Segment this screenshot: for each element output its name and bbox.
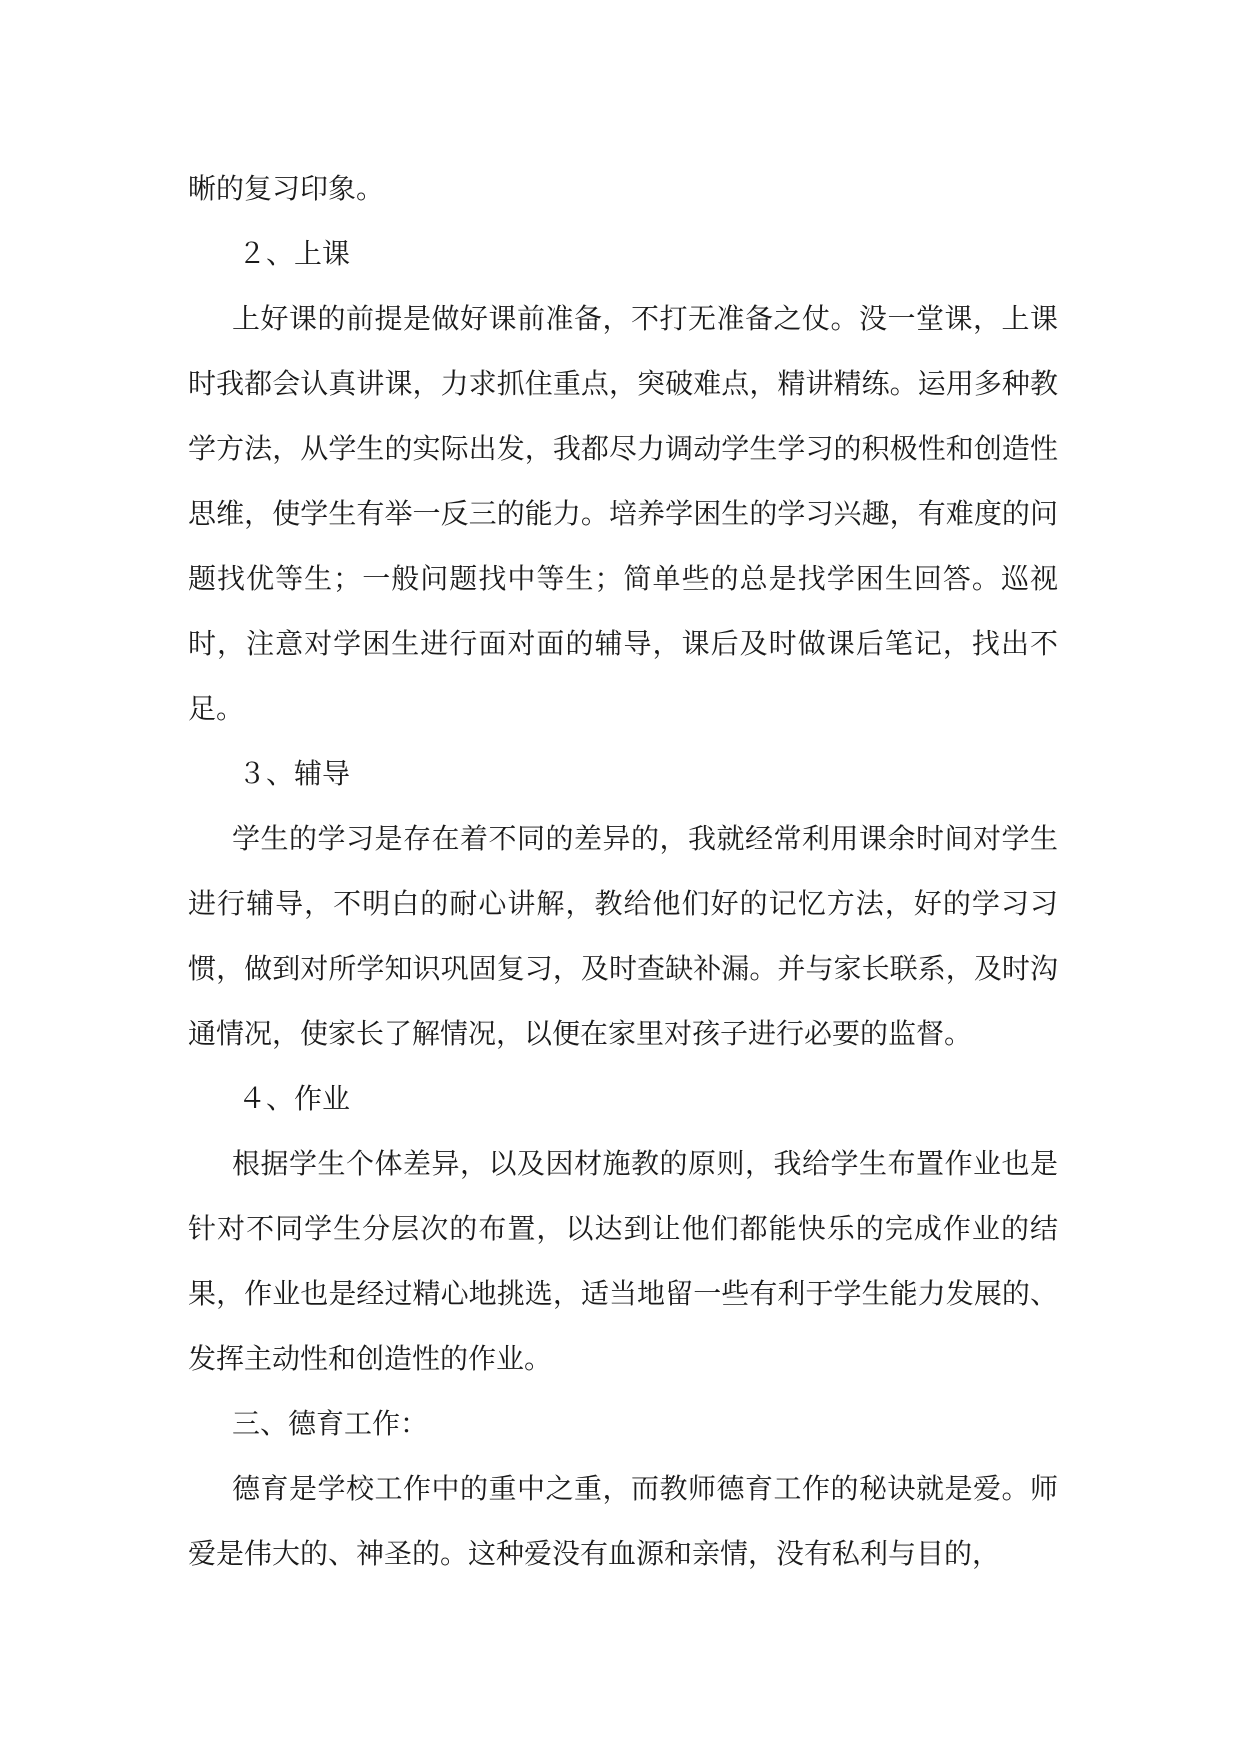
paragraph-lecture: 上好课的前提是做好课前准备，不打无准备之仗。没一堂课，上课时我都会认真讲课，力求抓住重点，突破难点，精讲精练。运用多种教学方法，从学生的实际出发，我都尽力调动学生学习的积极性和创造性思维，使学生有举一反三的能力。培养学困生的学习兴趣，有难度的问题找优等生；一般问题找中等生；简单些的总是找学困生回答。巡视时，注意对学困生进行面对面的辅导，课后及时做课后笔记，找出不足。 xyxy=(188,302,1058,725)
document-text xyxy=(188,156,1058,1586)
heading-4-homework: ４、作业 xyxy=(238,1082,351,1115)
paragraph-homework: 根据学生个体差异，以及因材施教的原则，我给学生布置作业也是针对不同学生分层次的布置，以达到让他们都能快乐的完成作业的结果，作业也是经过精心地挑选，适当地留一些有利于学生能力发展的、发挥主动性和创造性的作业。 xyxy=(188,1147,1058,1375)
heading-2-lecture: ２、上课 xyxy=(238,237,351,270)
paragraph-tutoring: 学生的学习是存在着不同的差异的，我就经常利用课余时间对学生进行辅导，不明白的耐心讲解，教给他们好的记忆方法，好的学习习惯，做到对所学知识巩固复习，及时查缺补漏。并与家长联系，及时沟通情况，使家长了解情况，以便在家里对孩子进行必要的监督。 xyxy=(188,822,1058,1050)
heading-3-tutoring: ３、辅导 xyxy=(238,757,351,790)
continuation-paragraph: 晰的复习印象。 xyxy=(188,172,385,205)
section-heading-moral-education: 三、德育工作： xyxy=(232,1407,429,1440)
paragraph-moral-education: 德育是学校工作中的重中之重，而教师德育工作的秘诀就是爱。师爱是伟大的、神圣的。这种爱没有血源和亲情，没有私利与目的， xyxy=(188,1472,1058,1570)
